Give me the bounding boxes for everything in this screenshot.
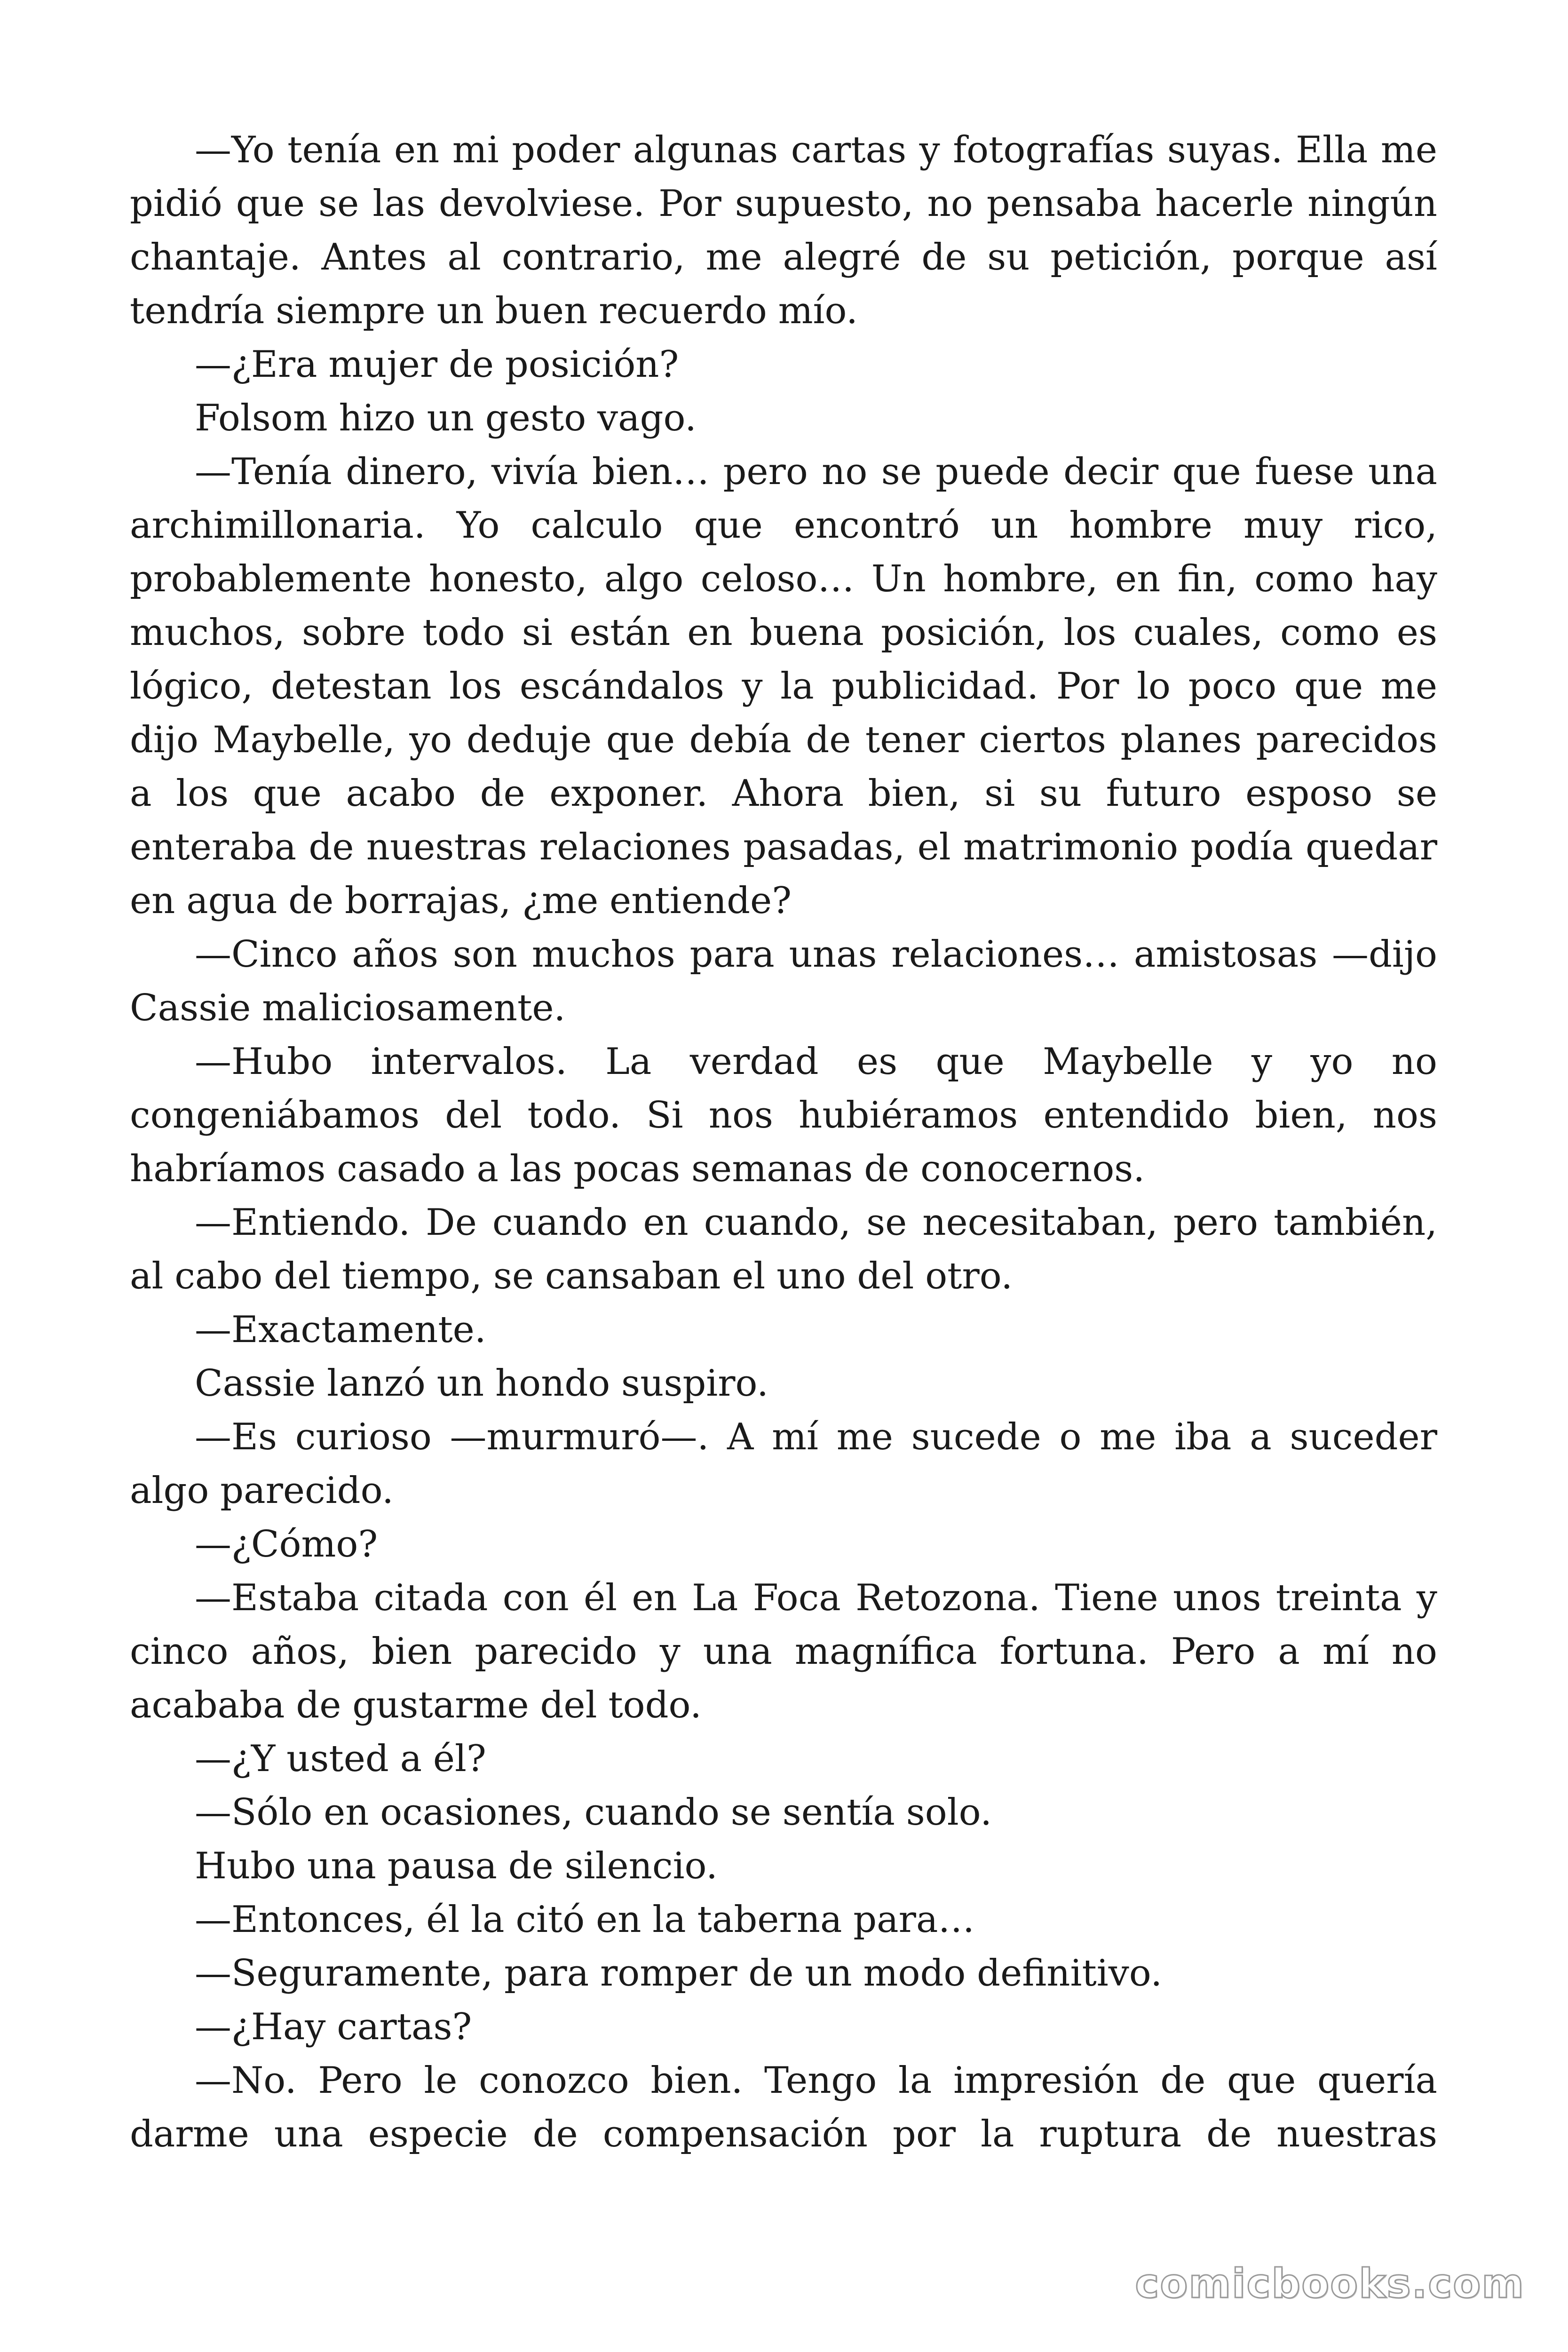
paragraph: —¿Y usted a él?	[195, 1738, 486, 1780]
paragraph: —Seguramente, para romper de un modo definitivo.	[195, 1952, 1163, 1994]
paragraph: —Sólo en ocasiones, cuando se sentía solo.	[195, 1791, 992, 1834]
page-text	[130, 123, 1437, 2161]
paragraph: —¿Cómo?	[195, 1523, 378, 1565]
paragraph: —No. Pero le conozco bien. Tengo la impresión de que quería darme una especie de compensación por la ruptura de nuestras	[130, 2059, 1437, 2155]
paragraph: —Entiendo. De cuando en cuando, se necesitaban, pero también, al cabo del tiempo, se cansaban el uno del otro.	[130, 1201, 1437, 1297]
paragraph: Folsom hizo un gesto vago.	[195, 397, 697, 439]
paragraph: —Yo tenía en mi poder algunas cartas y fotografías suyas. Ella me pidió que se las devolviese. Por supuesto, no pensaba hacerle ningún chantaje. Antes al contrario, me alegré de su petición, porque así tendría siempre un buen recuerdo mío.	[130, 129, 1437, 332]
paragraph: —¿Era mujer de posición?	[195, 343, 679, 386]
paragraph: —Cinco años son muchos para unas relaciones… amistosas —dijo Cassie maliciosamente.	[130, 933, 1437, 1029]
paragraph: —Tenía dinero, vivía bien… pero no se puede decir que fuese una archimillonaria. Yo calculo que encontró un hombre muy rico, probablemente honesto, algo celoso… Un hombre, en fin, como hay muchos, sobre todo si están en buena posición, los cuales, como es lógico, detestan los escándalos y la publicidad. Por lo poco que me dijo Maybelle, yo deduje que debía de tener ciertos planes parecidos a los que acabo de exponer. Ahora bien, si su futuro esposo se enteraba de nuestras relaciones pasadas, el matrimonio podía quedar en agua de borrajas, ¿me entiende?	[130, 451, 1437, 922]
watermark: comicbooks.com	[1135, 2260, 1525, 2307]
paragraph: Hubo una pausa de silencio.	[195, 1845, 718, 1887]
paragraph: —Es curioso —murmuró—. A mí me sucede o me iba a suceder algo parecido.	[130, 1416, 1437, 1512]
paragraph: —¿Hay cartas?	[195, 2006, 472, 2048]
paragraph: —Estaba citada con él en La Foca Retozona. Tiene unos treinta y cinco años, bien parecido y una magnífica fortuna. Pero a mí no acababa de gustarme del todo.	[130, 1577, 1437, 1726]
paragraph: —Entonces, él la citó en la taberna para…	[195, 1899, 975, 1941]
paragraph: —Exactamente.	[195, 1309, 486, 1351]
paragraph: Cassie lanzó un hondo suspiro.	[195, 1362, 768, 1405]
paragraph: —Hubo intervalos. La verdad es que Maybelle y yo no congeniábamos del todo. Si nos hubiéramos entendido bien, nos habríamos casado a las pocas semanas de conocernos.	[130, 1041, 1437, 1190]
